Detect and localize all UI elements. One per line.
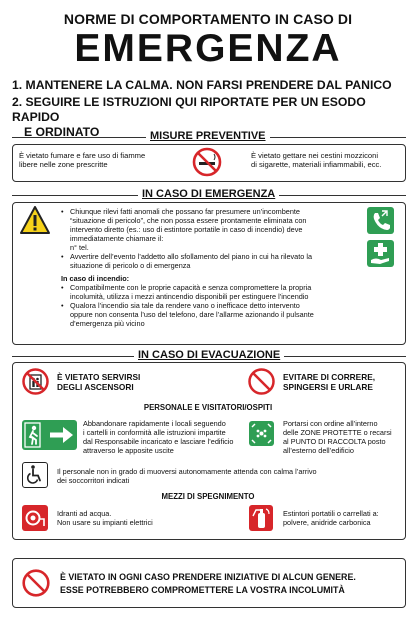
assembly-text <box>283 419 408 455</box>
text-line: DEGLI ASCENSORI <box>57 382 134 392</box>
text-line: È vietato fumare e fare uso di fiamme <box>19 151 146 160</box>
emergency-phone-icon <box>367 207 394 234</box>
fire-subtitle: In caso di incendio: <box>61 274 130 283</box>
text-line: al PUNTO DI RACCOLTA posto <box>283 437 386 446</box>
text-line: • Qualora l’incendio sia tale da rendere vano o inefficace detto intervento <box>70 301 300 310</box>
phone-number-label: n° tel. <box>70 243 89 252</box>
staff-visitors-title: PERSONALE E VISITATORI/OSPITI <box>143 403 273 412</box>
first-aid-icon <box>367 240 394 267</box>
rule-1: 1. MANTENERE LA CALMA. NON FARSI PRENDERE DAL PANICO <box>12 78 392 92</box>
text-line: Idranti ad acqua. <box>57 509 112 518</box>
fire-extinguisher-icon <box>249 505 273 531</box>
hydrant-text <box>57 509 227 527</box>
list-item <box>61 301 361 328</box>
assembly-point-icon <box>249 421 274 446</box>
wheelchair-icon <box>22 462 48 488</box>
evacuation-title: IN CASO DI EVACUAZIONE <box>134 349 284 361</box>
footer-warning <box>60 571 356 597</box>
text-line: situazione di pericolo o di emergenza <box>70 261 191 270</box>
text-line: Il personale non in grado di muoversi autonomamente attenda con calma l’arrivo <box>57 467 317 476</box>
text-line: • Avvertire dell’evento l’addetto allo sfollamento del piano in cui ha rilevato la <box>70 252 313 261</box>
preventive-title: MISURE PREVENTIVE <box>146 130 270 142</box>
disabled-text <box>57 467 387 485</box>
text-line: i cartelli in conformità alle istruzioni impartite <box>83 428 226 437</box>
preventive-left-text <box>19 151 189 169</box>
text-line: È VIETATO SERVIRSI <box>57 372 141 382</box>
extinguishing-means-title: MEZZI DI SPEGNIMENTO <box>161 492 255 501</box>
text-line: dei soccorritori indicati <box>57 476 130 485</box>
text-line: libere nelle zone prescritte <box>19 160 108 170</box>
text-line: oppure non consenta l’uso del telefono, dare l’allarme azionando il pulsante <box>70 310 314 319</box>
text-line: intervento diretto (es.: uso di estintore portatile in caso di incendio) deve <box>70 225 303 234</box>
text-line: incolumità, utilizza i mezzi antincendio disponibili per estinguere l’incendio <box>70 292 309 301</box>
text-line: all’esterno dell’edificio <box>283 446 354 455</box>
warning-icon <box>19 205 51 235</box>
prohibition-icon <box>22 569 50 597</box>
text-line: È vietato gettare nei cestini mozziconi <box>251 151 379 160</box>
list-item <box>61 252 361 270</box>
text-line: ESSE POTREBBERO COMPROMETTERE LA VOSTRA INCOLUMITÀ <box>60 585 345 595</box>
header-subtitle: NORME DI COMPORTAMENTO IN CASO DI <box>63 11 353 27</box>
text-line: dal Responsabile incaricato e lasciare l’edificio <box>83 437 234 446</box>
emergency-title: IN CASO DI EMERGENZA <box>138 188 279 200</box>
text-line: Portarsi con ordine all’interno <box>283 419 378 428</box>
emergency-instructions <box>61 207 361 328</box>
extinguisher-text <box>283 509 408 527</box>
text-line: delle ZONE PROTETTE o recarsi <box>283 428 392 437</box>
text-line: d’emergenza più vicino <box>70 319 145 328</box>
text-line: attraverso le apposite uscite <box>83 446 174 455</box>
text-line: “situazione di pericolo”, che non possa essere prontamente eliminata con <box>70 216 307 225</box>
rule-2-line1: 2. SEGUIRE LE ISTRUZIONI QUI RIPORTATE PER UN ESODO RAPIDO <box>12 95 366 124</box>
text-line: di sigarette, materiali infiammabili, ecc. <box>251 160 382 170</box>
emergency-exit-icon <box>22 420 77 450</box>
text-line: Abbandonare rapidamente i locali seguendo <box>83 419 226 428</box>
no-elevator-text <box>57 372 140 392</box>
rule-2-line2: E ORDINATO <box>24 125 100 139</box>
page-title: EMERGENZA <box>74 27 342 70</box>
fire-hose-icon <box>22 505 48 531</box>
text-line: polvere, anidride carbonica <box>283 518 371 527</box>
text-line: • Compatibilmente con le proprie capacità e senza compromettere la propria <box>70 283 312 292</box>
text-line: EVITARE DI CORRERE, <box>283 372 376 382</box>
no-smoking-icon <box>192 147 222 177</box>
no-running-icon <box>248 368 275 395</box>
text-line: Estintori portatili o carrellati a: <box>283 509 379 518</box>
no-running-text <box>283 372 375 392</box>
text-line: È VIETATO IN OGNI CASO PRENDERE INIZIATIVE DI ALCUN GENERE. <box>60 572 356 582</box>
text-line: Non usare su impianti elettrici <box>57 518 153 527</box>
text-line: • Chiunque rilevi fatti anomali che possano far presumere un’incombente <box>70 207 300 216</box>
list-item <box>61 207 361 252</box>
no-elevator-icon <box>22 368 49 395</box>
text-line: immediatamente chiamare il: <box>70 234 164 243</box>
exit-text <box>83 419 248 455</box>
list-item <box>61 283 361 301</box>
text-line: SPINGERSI E URLARE <box>283 382 373 392</box>
preventive-right-text <box>251 151 406 169</box>
